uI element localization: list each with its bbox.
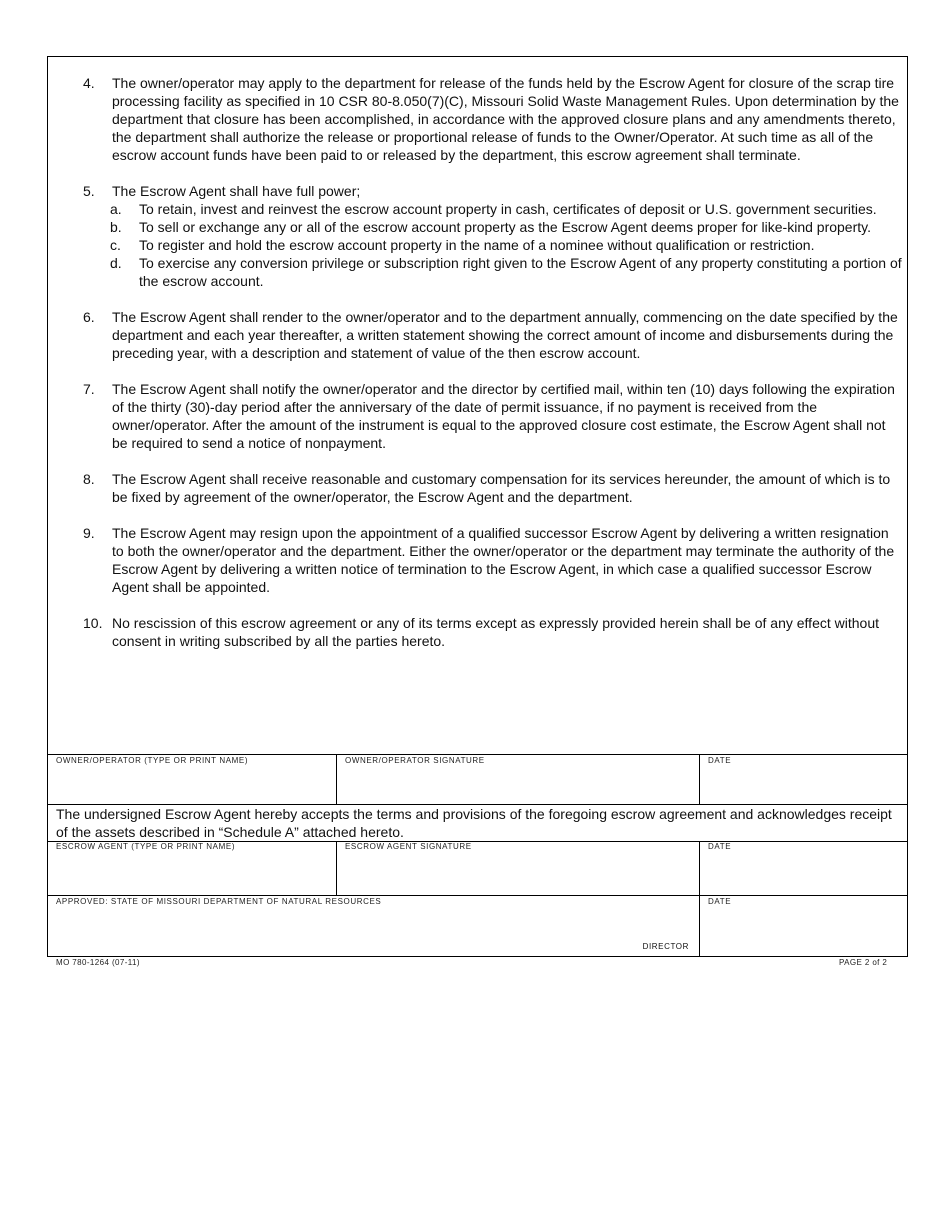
owner-date-field[interactable] (699, 755, 907, 804)
owner-operator-row (48, 754, 907, 804)
clause-text: The Escrow Agent may resign upon the appointment of a qualified successor Escrow Agent by delivering a written resignation to both the owner/operator and the department. Either the owner/operator or the department may terminate the authority of the Escrow Agent by delivering a written notice of termination to the Escrow Agent, in which case a qualified successor Escrow Agent shall be appointed. (112, 525, 895, 595)
subitem-letter: c. (110, 237, 121, 253)
page-number: PAGE 2 of 2 (839, 958, 888, 967)
subitem-text: To exercise any conversion privilege or subscription right given to the Escrow Agent of any property constituting a portion of the escrow account. (139, 255, 902, 289)
owner-name-field[interactable] (48, 755, 336, 804)
clause-number: 4. (83, 75, 95, 91)
subitem-text: To sell or exchange any or all of the escrow account property as the Escrow Agent deems proper for like-kind property. (139, 219, 871, 235)
acceptance-statement: The undersigned Escrow Agent hereby accepts the terms and provisions of the foregoing escrow agreement and acknowledges receipt of the assets described in “Schedule A” attached hereto. (56, 806, 892, 840)
owner-date-label: DATE (708, 756, 732, 765)
owner-name-label: OWNER/OPERATOR (TYPE OR PRINT NAME) (56, 756, 249, 765)
form-page (47, 56, 908, 957)
agent-date-label: DATE (708, 842, 732, 851)
subitem-letter: d. (110, 255, 122, 271)
agent-date-field[interactable] (699, 842, 907, 895)
clause-text: The Escrow Agent shall notify the owner/operator and the director by certified mail, within ten (10) days following the expiration of the thirty (30)-day period after the anniversary of the date of permit issuance, if no payment is received from the owner/operator. After the amount of the instrument is equal to the approved closure cost estimate, the Escrow Agent shall not be required to send a notice of nonpayment. (112, 381, 895, 451)
subitem-b (110, 218, 903, 236)
clause-number: 6. (83, 309, 95, 325)
clause-text: No rescission of this escrow agreement or any of its terms except as expressly provided herein shall be of any effect without consent in writing subscribed by all the parties hereto. (112, 615, 879, 649)
agent-name-label: ESCROW AGENT (TYPE OR PRINT NAME) (56, 842, 236, 851)
owner-signature-label: OWNER/OPERATOR SIGNATURE (345, 756, 485, 765)
clause-10 (83, 614, 903, 650)
clause-7 (83, 380, 903, 452)
director-label: DIRECTOR (642, 942, 689, 951)
subitem-text: To retain, invest and reinvest the escrow account property in cash, certificates of deposit or U.S. government securities. (139, 201, 877, 217)
clause-number: 10. (83, 615, 103, 631)
owner-signature-field[interactable] (336, 755, 699, 804)
clause-text: The Escrow Agent shall receive reasonable and customary compensation for its services hereunder, the amount of which is to be fixed by agreement of the owner/operator, the Escrow Agent and the department. (112, 471, 891, 505)
clause-5-subitems (83, 200, 903, 290)
escrow-agent-row (48, 841, 907, 895)
clause-number: 7. (83, 381, 95, 397)
subitem-text: To register and hold the escrow account property in the name of a nominee without qualification or restriction. (139, 237, 815, 253)
clause-4 (83, 74, 903, 164)
clause-5 (83, 182, 903, 200)
clause-text: The Escrow Agent shall render to the owner/operator and to the department annually, commencing on the date specified by the department and each year thereafter, a written statement showing the correct amount of income and disbursements during the preceding year, with a description and statement of value of the then escrow account. (112, 309, 898, 361)
clause-6 (83, 308, 903, 362)
subitem-letter: a. (110, 201, 122, 217)
agreement-clauses (83, 74, 903, 668)
clause-number: 5. (83, 183, 95, 199)
subitem-letter: b. (110, 219, 122, 235)
clause-number: 9. (83, 525, 95, 541)
clause-number: 8. (83, 471, 95, 487)
clause-text: The Escrow Agent shall have full power; (112, 183, 361, 199)
subitem-a (110, 200, 903, 218)
clause-text: The owner/operator may apply to the department for release of the funds held by the Escrow Agent for closure of the scrap tire processing facility as specified in 10 CSR 80-8.050(7)(C), Missouri Solid Waste Management Rules. Upon determination by the department that closure has been accomplished, in accordance with the approved closure plans and any amendments thereto, the department shall authorize the release or proportional release of funds to the Owner/Operator. At such time as all of the escrow account funds have been paid to or released by the department, this escrow agreement shall terminate. (112, 75, 899, 163)
acceptance-row (48, 804, 907, 841)
director-signature-field[interactable] (48, 896, 699, 957)
approval-row (48, 895, 907, 957)
clause-8 (83, 470, 903, 506)
agent-signature-field[interactable] (336, 842, 699, 895)
agent-signature-label: ESCROW AGENT SIGNATURE (345, 842, 472, 851)
form-number: MO 780-1264 (07-11) (56, 958, 140, 967)
clause-9 (83, 524, 903, 596)
approval-date-field[interactable] (699, 896, 907, 957)
approval-date-label: DATE (708, 897, 732, 906)
approved-label: APPROVED: STATE OF MISSOURI DEPARTMENT OF NATURAL RESOURCES (56, 897, 382, 906)
agent-name-field[interactable] (48, 842, 336, 895)
subitem-c (110, 236, 903, 254)
subitem-d (110, 254, 903, 290)
